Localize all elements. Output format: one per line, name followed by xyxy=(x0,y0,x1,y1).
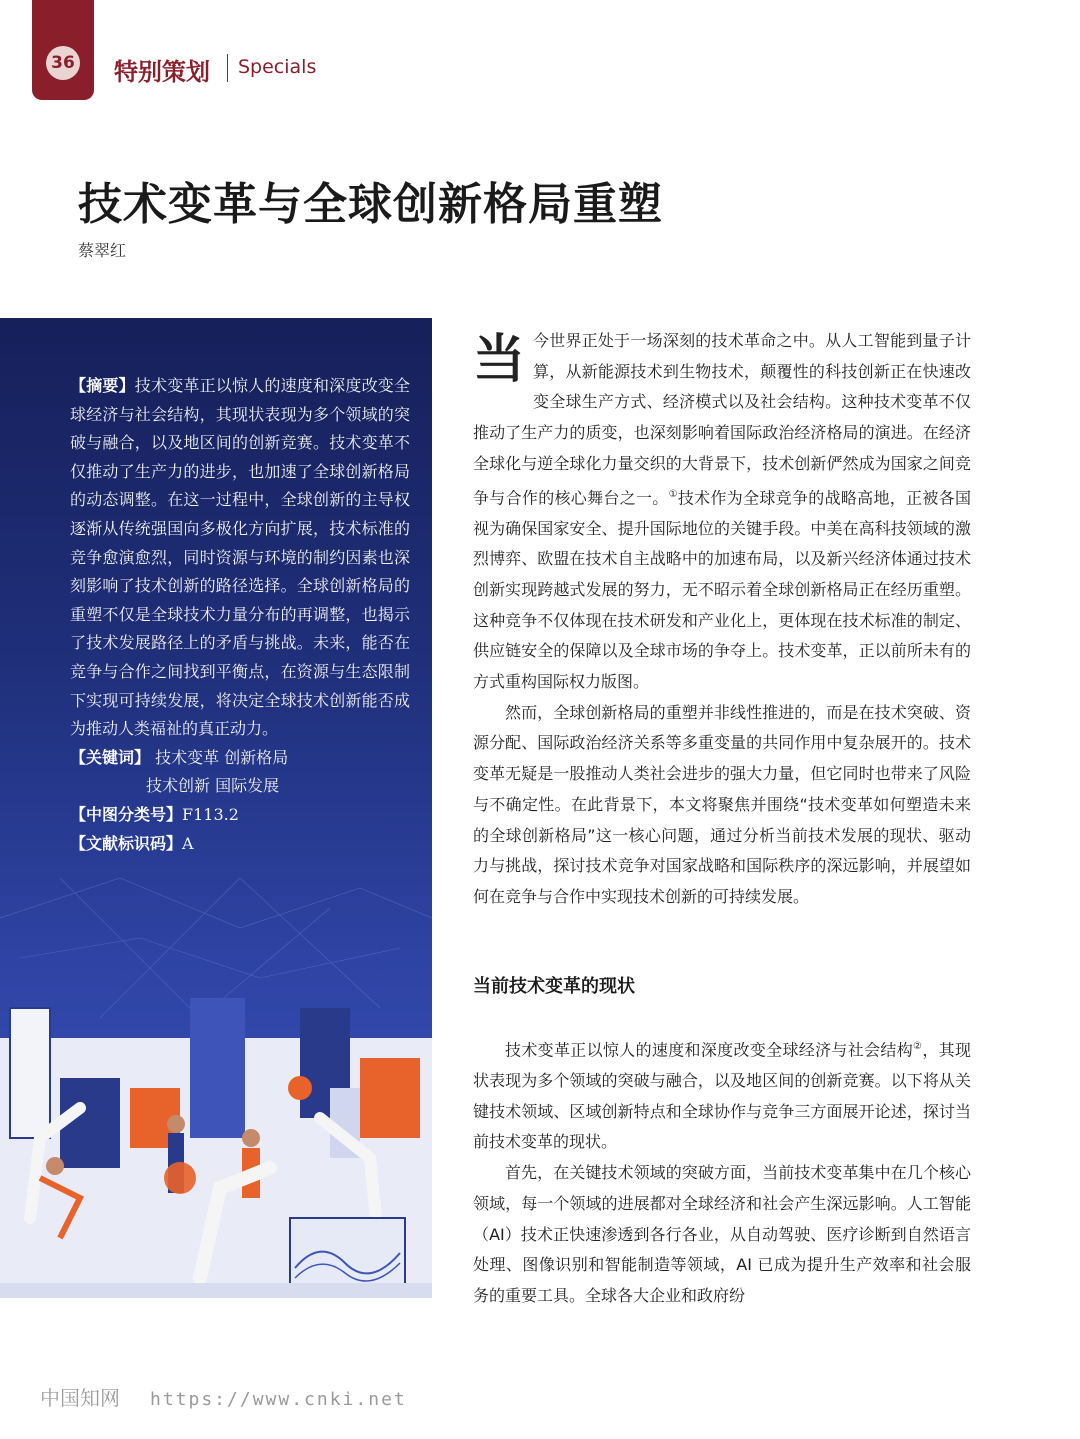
article-title: 技术变革与全球创新格局重塑 xyxy=(78,179,663,230)
body-column-bottom xyxy=(473,1032,971,1312)
body-paragraph-2: 然而，全球创新格局的重塑并非线性推进的，而是在技术突破、资源分配、国际政治经济关系等多重变量的共同作用中复杂展开的。技术变革无疑是一股推动人类社会进步的强大力量，但它同时也带来了风险与不确定性。在此背景下，本文将聚焦并围绕“技术变革如何塑造未来的全球创新格局”这一核心问题，通过分析当前技术发展的现状、驱动力与挑战，探讨技术竞争对国家战略和国际秩序的深远影响，并展望如何在竞争与合作中实现技术创新的可持续发展。 xyxy=(473,702,971,906)
doc-code-line xyxy=(70,830,410,859)
keywords-line-2 xyxy=(70,772,410,801)
footer-watermark xyxy=(40,1382,407,1411)
p3-text: 技术变革正以惊人的速度和深度改变全球经济与社会结构 xyxy=(505,1040,914,1060)
p1-cont: 技术作为全球竞争的战略高地，正被各国视为确保国家安全、提升国际地位的关键手段。中美在高科技领域的激烈博弈、欧盟在技术自主战略中的加速布局，以及新兴经济体通过技术创新实现跨越式发展的努力，无不昭示着全球创新格局正在经历重塑。这种竞争不仅体现在技术研发和产业化上，更体现在技术标准的制定、供应链安全的保障以及全球市场的争夺上。技术变革，正以前所未有的方式重构国际权力版图。 xyxy=(473,487,971,692)
keywords-line xyxy=(70,744,410,773)
dropcap: 当 xyxy=(473,330,526,390)
clc-value: F113.2 xyxy=(182,804,239,824)
section-title-en: Specials xyxy=(238,56,317,78)
footnote-ref-2[interactable]: ② xyxy=(913,1041,923,1052)
page-number: 36 xyxy=(46,46,80,80)
section-title-cn: 特别策划 xyxy=(114,58,210,86)
footer-url[interactable]: https://www.cnki.net xyxy=(150,1389,407,1410)
p3-cont: ，其现状表现为多个领域的突破与融合，以及地区间的创新竞赛。以下将从关键技术领域、区域创新特点和全球协作与竞争三方面展开论述，探讨当前技术变革的现状。 xyxy=(473,1040,971,1152)
keywords-label: 【关键词】 xyxy=(70,747,151,767)
abstract-paragraph xyxy=(70,372,410,744)
keywords-1: 技术变革 创新格局 xyxy=(155,747,289,767)
body-paragraph-1 xyxy=(473,326,971,698)
abstract-panel xyxy=(0,318,432,1298)
header-divider xyxy=(227,54,228,82)
doc-code-label: 【文献标识码】 xyxy=(70,833,183,853)
clc-line xyxy=(70,801,410,830)
footer-site-name: 中国知网 xyxy=(40,1386,120,1410)
abstract-body: 技术变革正以惊人的速度和深度改变全球经济与社会结构，其现状表现为多个领域的突破与融合，以及地区间的创新竞赛。技术变革不仅推动了生产力的进步，也加速了全球创新格局的动态调整。在这一过程中，全球创新的主导权逐渐从传统强国向多极化方向扩展，技术标准的竞争愈演愈烈，同时资源与环境的制约因素也深刻影响了技术创新的路径选择。全球创新格局的重塑不仅是全球技术力量分布的再调整，也揭示了技术发展路径上的矛盾与挑战。未来，能否在竞争与合作之间找到平衡点，在资源与生态限制下实现可持续发展，将决定全球技术创新能否成为推动人类福祉的真正动力。 xyxy=(70,376,410,739)
keywords-2: 技术创新 国际发展 xyxy=(146,776,280,796)
body-column-top xyxy=(473,326,971,913)
footnote-ref-1[interactable]: ① xyxy=(668,488,678,500)
body-paragraph-3 xyxy=(473,1032,971,1158)
body-paragraph-4: 首先，在关键技术领域的突破方面，当前技术变革集中在几个核心领域，每一个领域的进展都对全球经济和社会产生深远影响。人工智能（AI）技术正快速渗透到各行各业，从自动驾驶、医疗诊断到自然语言处理、图像识别和智能制造等领域，AI 已成为提升生产效率和社会服务的重要工具。全球各大企业和政府纷 xyxy=(473,1163,971,1305)
p1-text: 今世界正处于一场深刻的技术革命之中。从人工智能到量子计算，从新能源技术到生物技术，颠覆性的科技创新正在快速改变全球生产方式、经济模式以及社会结构。这种技术变革不仅推动了生产力的质变，也深刻影响着国际政治经济格局的演进。在经济全球化与逆全球化力量交织的大背景下，技术创新俨然成为国家之间竞争与合作的核心舞台之一。 xyxy=(473,331,971,507)
doc-code-value: A xyxy=(182,833,194,853)
section-heading: 当前技术变革的现状 xyxy=(473,976,635,997)
article-author: 蔡翠红 xyxy=(78,241,127,260)
clc-label: 【中图分类号】 xyxy=(70,804,183,824)
abstract-text-block xyxy=(70,372,410,858)
abstract-label: 【摘要】 xyxy=(70,376,135,395)
